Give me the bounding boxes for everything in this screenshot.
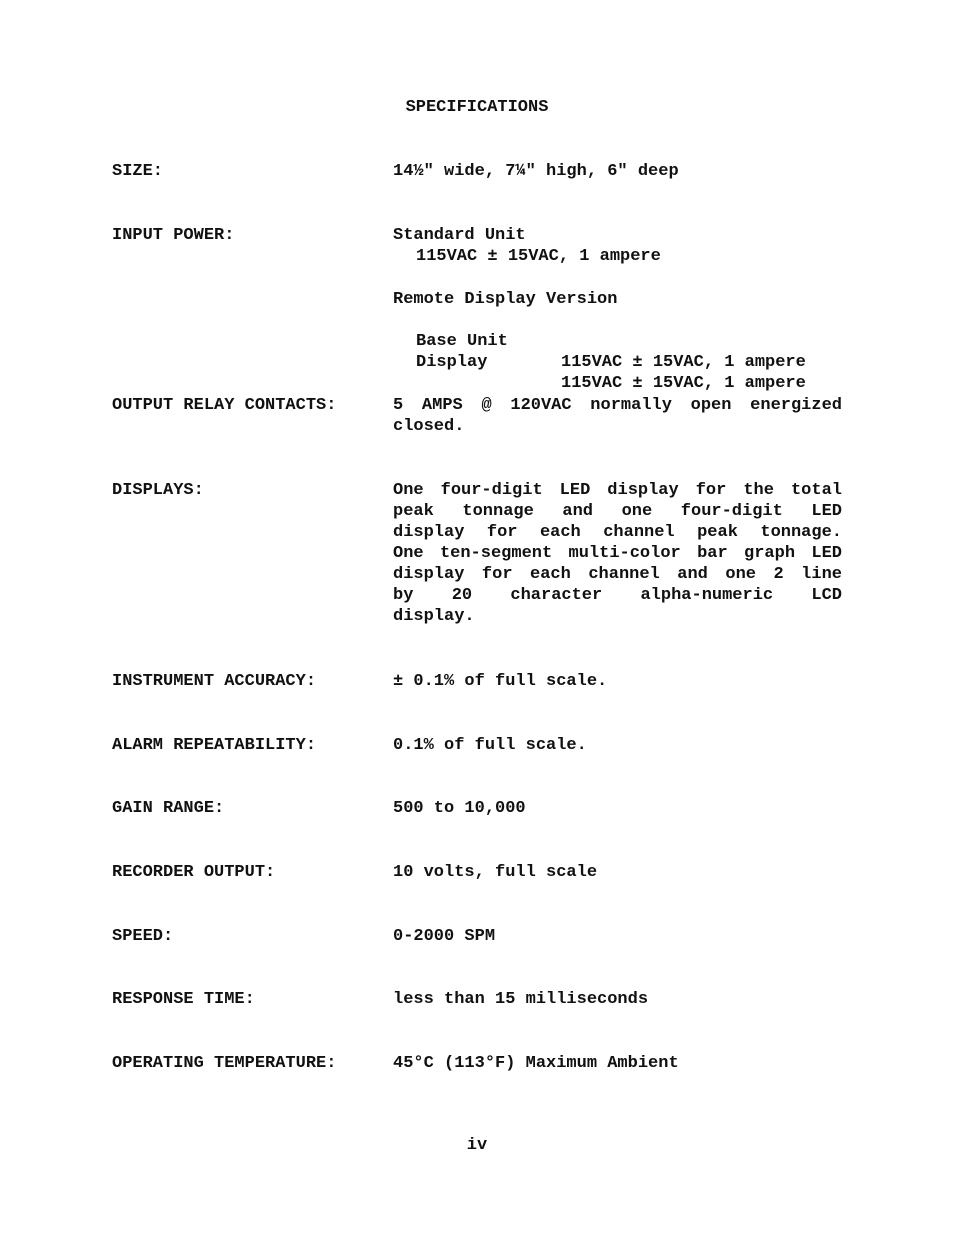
- spec-label: SIZE:: [112, 162, 164, 181]
- spec-label: RESPONSE TIME:: [112, 990, 255, 1009]
- spec-value: 14½" wide, 7¼" high, 6" deep: [393, 162, 679, 181]
- remote-row-display: Display 115VAC ± 15VAC, 1 ampere: [416, 353, 806, 393]
- spec-value: One four-digit LED display for the total peak tonnage and one four-digit LED display for each channel peak tonnage. One ten-segment multi-color bar graph LED display for each channel and one 2 line by 20 character alpha-numeric LCD display.: [393, 481, 842, 626]
- remote-display-heading: Remote Display Version: [393, 290, 618, 309]
- spec-label: GAIN RANGE:: [112, 799, 225, 818]
- page-title: SPECIFICATIONS: [405, 98, 549, 117]
- spec-value: ± 0.1% of full scale.: [393, 672, 608, 691]
- spec-label: INSTRUMENT ACCURACY:: [112, 672, 317, 691]
- spec-label: SPEED:: [112, 927, 174, 946]
- spec-label: INPUT POWER:: [112, 226, 235, 245]
- spec-value: 0-2000 SPM: [393, 927, 496, 946]
- spec-label: ALARM REPEATABILITY:: [112, 736, 317, 755]
- spec-label: DISPLAYS:: [112, 481, 204, 500]
- spec-label: RECORDER OUTPUT:: [112, 863, 276, 882]
- spec-value: 45°C (113°F) Maximum Ambient: [393, 1054, 679, 1073]
- standard-unit-heading: Standard Unit: [393, 226, 526, 245]
- spec-value: 0.1% of full scale.: [393, 736, 587, 755]
- spec-value: less than 15 milliseconds: [393, 990, 649, 1009]
- spec-value: 500 to 10,000: [393, 799, 526, 818]
- standard-unit-value: 115VAC ± 15VAC, 1 ampere: [416, 247, 661, 266]
- spec-label: OUTPUT RELAY CONTACTS:: [112, 396, 337, 415]
- spec-value: 5 AMPS @ 120VAC normally open energized closed.: [393, 396, 842, 436]
- page-number: iv: [466, 1136, 488, 1155]
- spec-label: OPERATING TEMPERATURE:: [112, 1054, 337, 1073]
- spec-value: 10 volts, full scale: [393, 863, 598, 882]
- remote-row-base-unit: Base Unit 115VAC ± 15VAC, 1 ampere: [416, 332, 806, 372]
- spec-value: [393, 225, 842, 393]
